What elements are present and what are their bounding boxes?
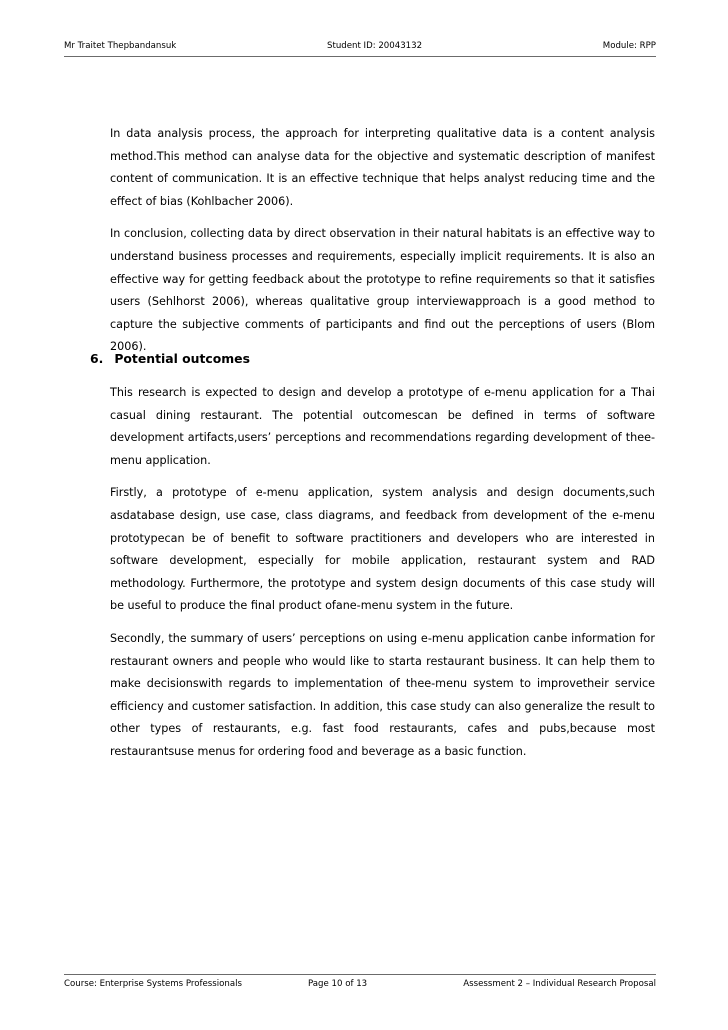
- paragraph-firstly: Firstly, a prototype of e-menu application, system analysis and design documents,such asdatabase design, use case, class diagrams, and feedback from development of the e-menu prototypecan be of benefit to software practitioners and developers who are interested in software development, especially for mobile application, restaurant system and RAD methodology. Furthermore, the prototype and system design documents of this case study will be useful to produce the final product ofane-menu system in the future.: [110, 486, 655, 613]
- body-text-top: [110, 123, 655, 369]
- footer-assessment: Assessment 2 – Individual Research Proposal: [463, 979, 656, 989]
- page-header: [64, 41, 656, 55]
- header-rule: [64, 56, 656, 57]
- header-module: Module: RPP: [602, 41, 656, 51]
- footer-rule: [64, 974, 656, 975]
- section-title: Potential outcomes: [114, 351, 250, 366]
- paragraph-secondly: Secondly, the summary of users’ perceptions on using e-menu application canbe information for restaurant owners and people who would like to starta restaurant business. It can help them to make decisionswith regards to implementation of thee-menu system to improvetheir service efficiency and customer satisfaction. In addition, this case study can also generalize the result to other types of restaurants, e.g. fast food restaurants, cafes and pubs,because most restaurantsuse menus for ordering food and beverage as a basic function.: [110, 631, 655, 758]
- section-heading: [90, 351, 250, 366]
- paragraph-intro: This research is expected to design and develop a prototype of e-menu application for a Thai casual dining restaurant. The potential outcomescan be defined in terms of software development artifacts,users’ perceptions and recommendations regarding development of thee-menu application.: [110, 386, 655, 467]
- footer-page-number: Page 10 of 13: [308, 979, 368, 989]
- section-number: 6.: [90, 351, 104, 366]
- header-student-id: Student ID: 20043132: [327, 41, 423, 51]
- page-footer: [64, 979, 656, 993]
- header-author: Mr Traitet Thepbandansuk: [64, 41, 177, 51]
- footer-course: Course: Enterprise Systems Professionals: [64, 979, 242, 989]
- body-text-section: [110, 382, 655, 774]
- paragraph-content-analysis: In data analysis process, the approach for interpreting qualitative data is a content analysis method.This method can analyse data for the objective and systematic description of manifest content of communication. It is an effective technique that helps analyst reducing time and the effect of bias (Kohlbacher 2006).: [110, 127, 655, 208]
- paragraph-conclusion: In conclusion, collecting data by direct observation in their natural habitats is an effective way to understand business processes and requirements, especially implicit requirements. It is also an effective way for getting feedback about the prototype to refine requirements so that it satisfies users (Sehlhorst 2006), whereas qualitative group interviewapproach is a good method to capture the subjective comments of participants and find out the perceptions of users (Blom 2006).: [110, 227, 655, 354]
